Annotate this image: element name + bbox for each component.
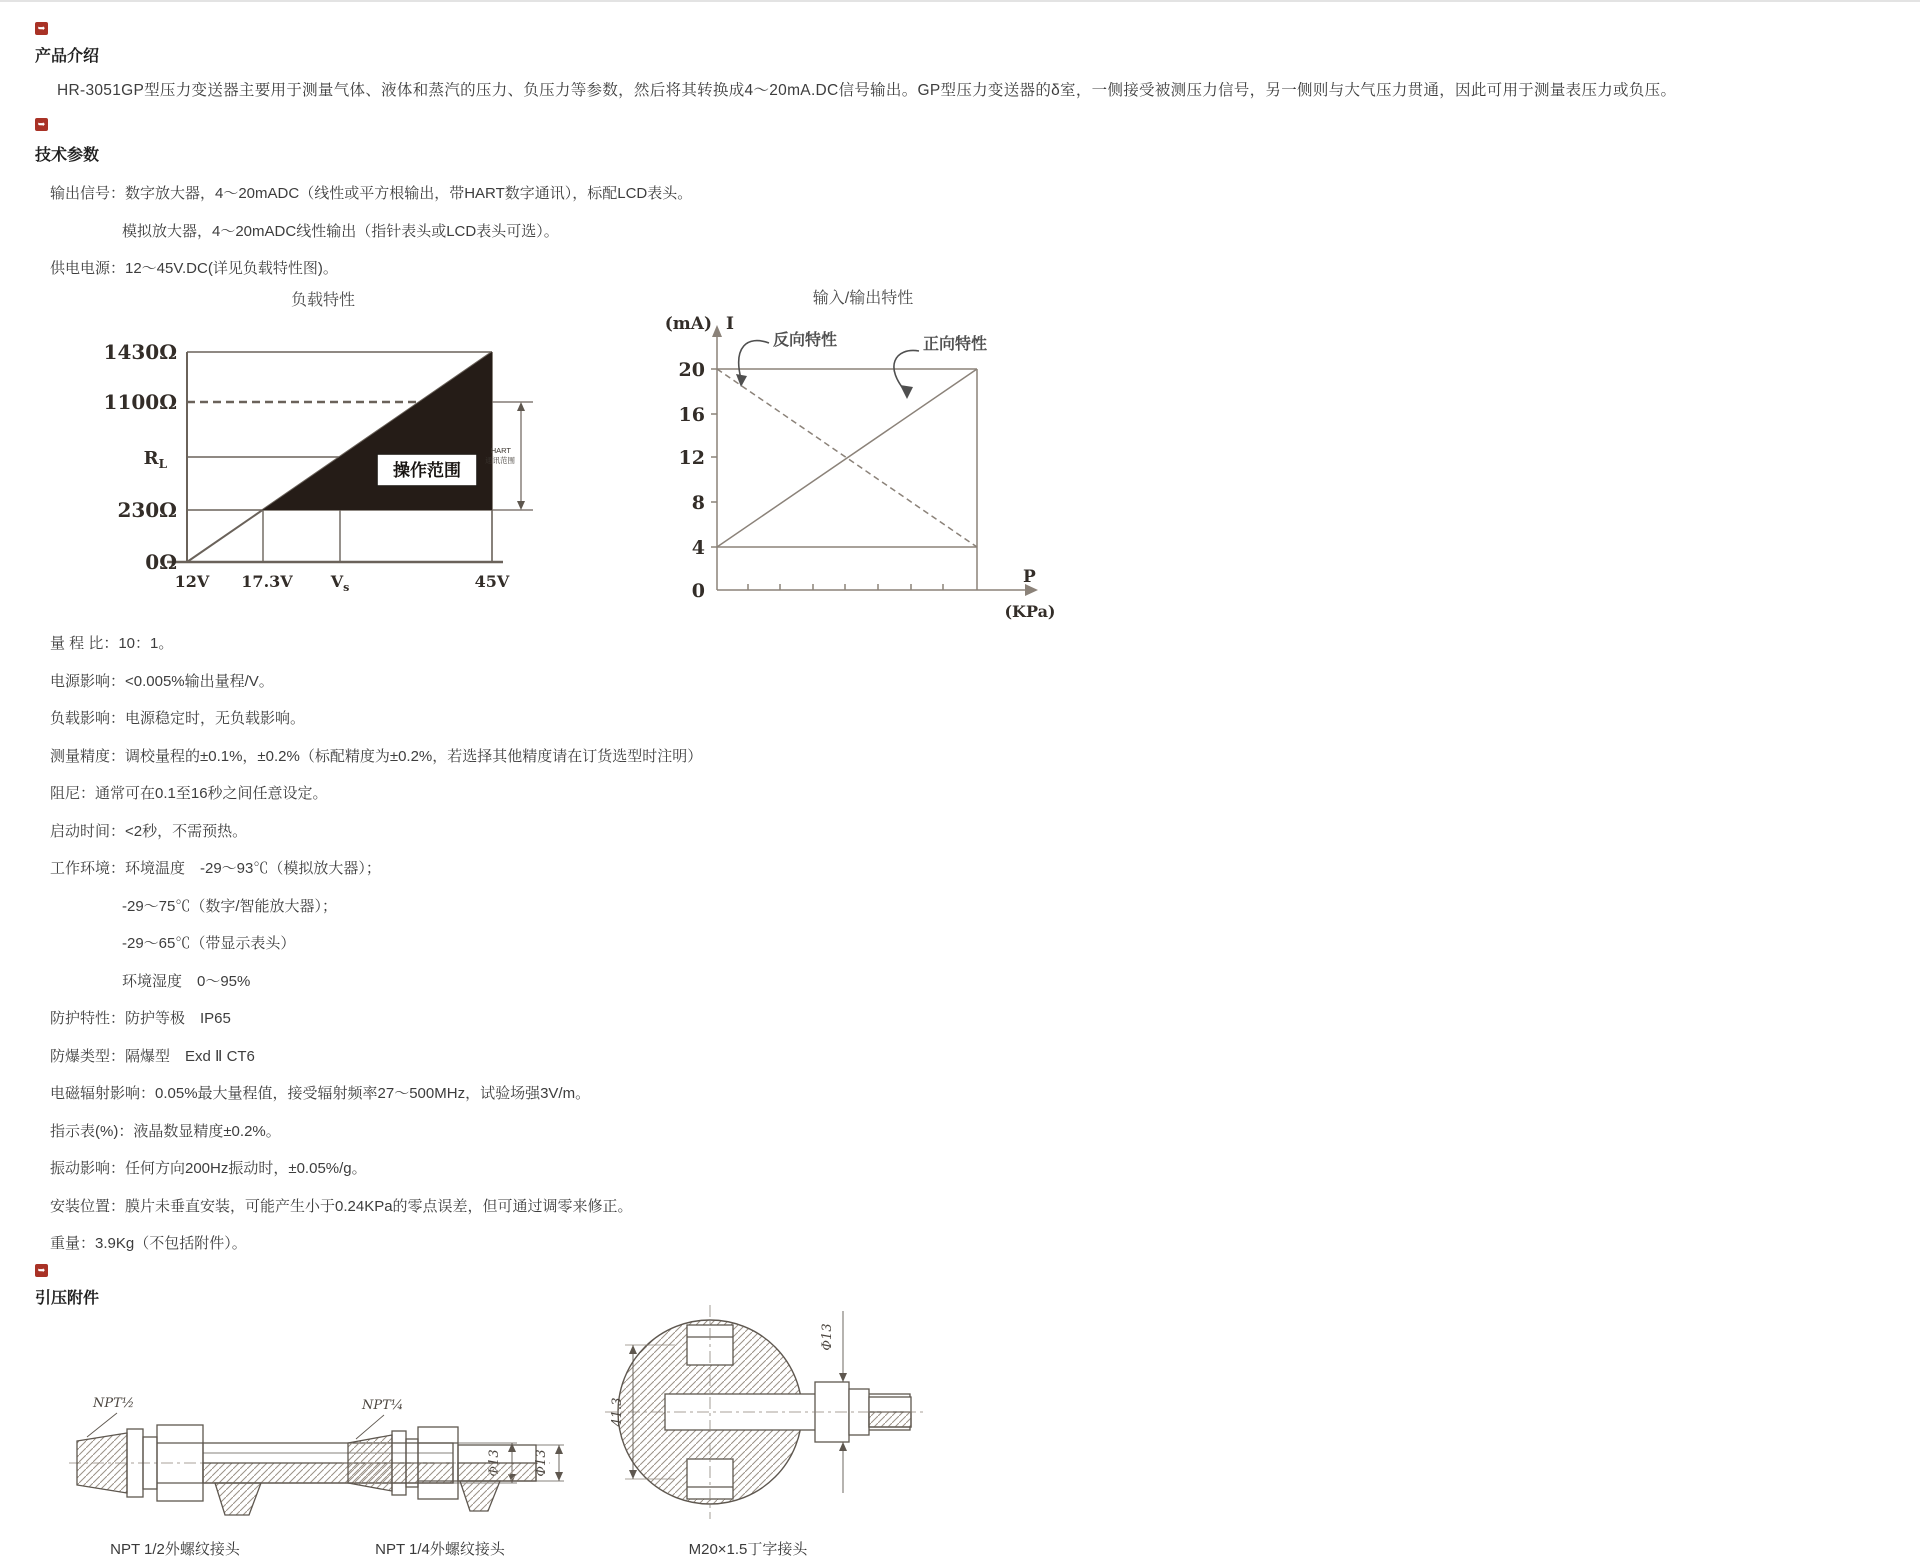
- y-tick-label: $R_L$: [143, 448, 167, 471]
- y-axis-unit: (mA): [664, 314, 712, 334]
- series-label-forward: 正向特性: [923, 336, 988, 353]
- spec-list: [50, 624, 702, 1262]
- spec-line: 防爆类型：隔爆型 Exd Ⅱ CT6: [50, 1047, 255, 1065]
- spec-line: 重量：3.9Kg（不包括附件）。: [50, 1235, 247, 1253]
- section-bullet-icon: [35, 1264, 48, 1277]
- spec-line: 振动影响：任何方向200Hz振动时，±0.05%/g。: [50, 1160, 367, 1178]
- intro-heading: 产品介绍: [35, 48, 100, 65]
- x-tick-label: 12V: [174, 572, 210, 591]
- spec-line: 防护特性：防护等极 IP65: [50, 1010, 231, 1028]
- fitting-height-label: 41.3: [610, 1397, 625, 1427]
- y-tick-label: 230Ω: [117, 498, 177, 522]
- fitting-caption: NPT 1/4外螺纹接头: [375, 1541, 505, 1558]
- y-tick-label: 0: [691, 580, 705, 602]
- tech-heading: 技术参数: [35, 147, 100, 164]
- y-tick-label: 4: [691, 537, 705, 559]
- y-tick-label: 16: [678, 404, 705, 426]
- fitting-thread-label: NPT¼: [362, 1398, 404, 1413]
- y-axis-arrowhead: [712, 325, 722, 337]
- spec-line: 测量精度：调校量程的±0.1%，±0.2%（标配精度为±0.2%，若选择其他精度请在订货选型时注明）: [50, 747, 703, 765]
- y-tick-label: 1100Ω: [103, 390, 177, 414]
- x-tick-label: 17.3V: [241, 572, 293, 591]
- spec-line: 安装位置：膜片未垂直安装，可能产生小于0.24KPa的零点误差，但可通过调零来修正。: [50, 1197, 633, 1215]
- fitting-caption: M20×1.5丁字接头: [688, 1541, 808, 1558]
- spec-line: 指示表(%)：液晶数显精度±0.2%。: [50, 1122, 281, 1140]
- spec-line: -29～75℃（数字/智能放大器）；: [122, 897, 338, 915]
- section-bullet-icon: [35, 22, 48, 35]
- hart-range-annotation: 通讯范围: [485, 456, 515, 465]
- spec-line: 负载影响：电源稳定时，无负载影响。: [50, 710, 306, 728]
- fitting-thread-label: NPT½: [93, 1396, 135, 1411]
- spec-line: 工作环境：环境温度 -29～93℃（模拟放大器）；: [50, 860, 381, 878]
- series-label-reverse: 反向特性: [773, 332, 838, 349]
- x-axis-unit: (KPa): [1004, 602, 1056, 621]
- fittings-heading: 引压附件: [35, 1290, 100, 1307]
- hart-range-annotation: HART: [490, 446, 511, 455]
- load-characteristic-chart: [55, 285, 555, 605]
- forward-arrow-icon: ➥: [37, 1265, 46, 1275]
- intro-paragraph: HR-3051GP型压力变送器主要用于测量气体、液体和蒸汽的压力、负压力等参数，然后将其转换成4～20mA.DC信号输出。GP型压力变送器的δ室，一侧接受被测压力信号，另一侧则与大气压力贯通，因此可用于测量表压力或负压。: [57, 82, 1677, 99]
- section-bullet-icon: [35, 118, 48, 131]
- x-tick-label: 45V: [474, 572, 510, 591]
- spec-line: 输出信号：数字放大器，4～20mADC（线性或平方根输出，带HART数字通讯），标配LCD表头。: [50, 185, 693, 203]
- operating-range-label: 操作范围: [393, 461, 461, 480]
- fitting-caption: NPT 1/2外螺纹接头: [110, 1541, 240, 1558]
- spec-line: 启动时间：<2秒，不需预热。: [50, 822, 248, 840]
- spec-line: 环境湿度 0～95%: [122, 972, 251, 990]
- y-tick-label: 20: [678, 359, 705, 381]
- fitting-drawing-npt-1-4: [340, 1385, 570, 1540]
- fitting-drawing-m20-tee: [605, 1297, 925, 1547]
- fitting-dia-label: Φ13: [534, 1449, 549, 1477]
- tech-intro-lines: [50, 174, 692, 287]
- forward-arrow-icon: ➥: [37, 119, 46, 129]
- spec-line: 模拟放大器，4～20mADC线性输出（指针表头或LCD表头可选）。: [122, 222, 559, 240]
- chart-title: 负载特性: [290, 292, 356, 309]
- spec-line: 电源影响：<0.005%输出量程/V。: [50, 672, 274, 690]
- io-characteristic-chart: [595, 285, 1095, 630]
- spec-line: -29～65℃（带显示表头）: [122, 935, 296, 953]
- spec-line: 量 程 比：10：1。: [50, 635, 174, 653]
- spec-line: 供电电源：12～45V.DC(详见负载特性图)。: [50, 260, 338, 278]
- x-tick-label: $V_s$: [330, 572, 350, 594]
- y-tick-label: 8: [691, 492, 705, 514]
- spec-line: 电磁辐射影响：0.05%最大量程值，接受辐射频率27～500MHz，试验场强3V/m。: [50, 1085, 591, 1103]
- fitting-dia-label: Φ13: [820, 1323, 835, 1351]
- spec-line: 阻尼：通常可在0.1至16秒之间任意设定。: [50, 785, 328, 803]
- forward-line: [717, 369, 977, 547]
- y-tick-label: 1430Ω: [103, 340, 177, 364]
- y-axis-symbol: I: [726, 314, 734, 334]
- forward-arrow-icon: ➥: [37, 23, 46, 33]
- reverse-arrow: [739, 341, 769, 379]
- y-tick-label: 0Ω: [145, 550, 177, 574]
- x-axis-symbol: P: [1023, 567, 1036, 587]
- chart-title: 输入/输出特性: [812, 290, 914, 307]
- y-tick-label: 12: [678, 447, 705, 469]
